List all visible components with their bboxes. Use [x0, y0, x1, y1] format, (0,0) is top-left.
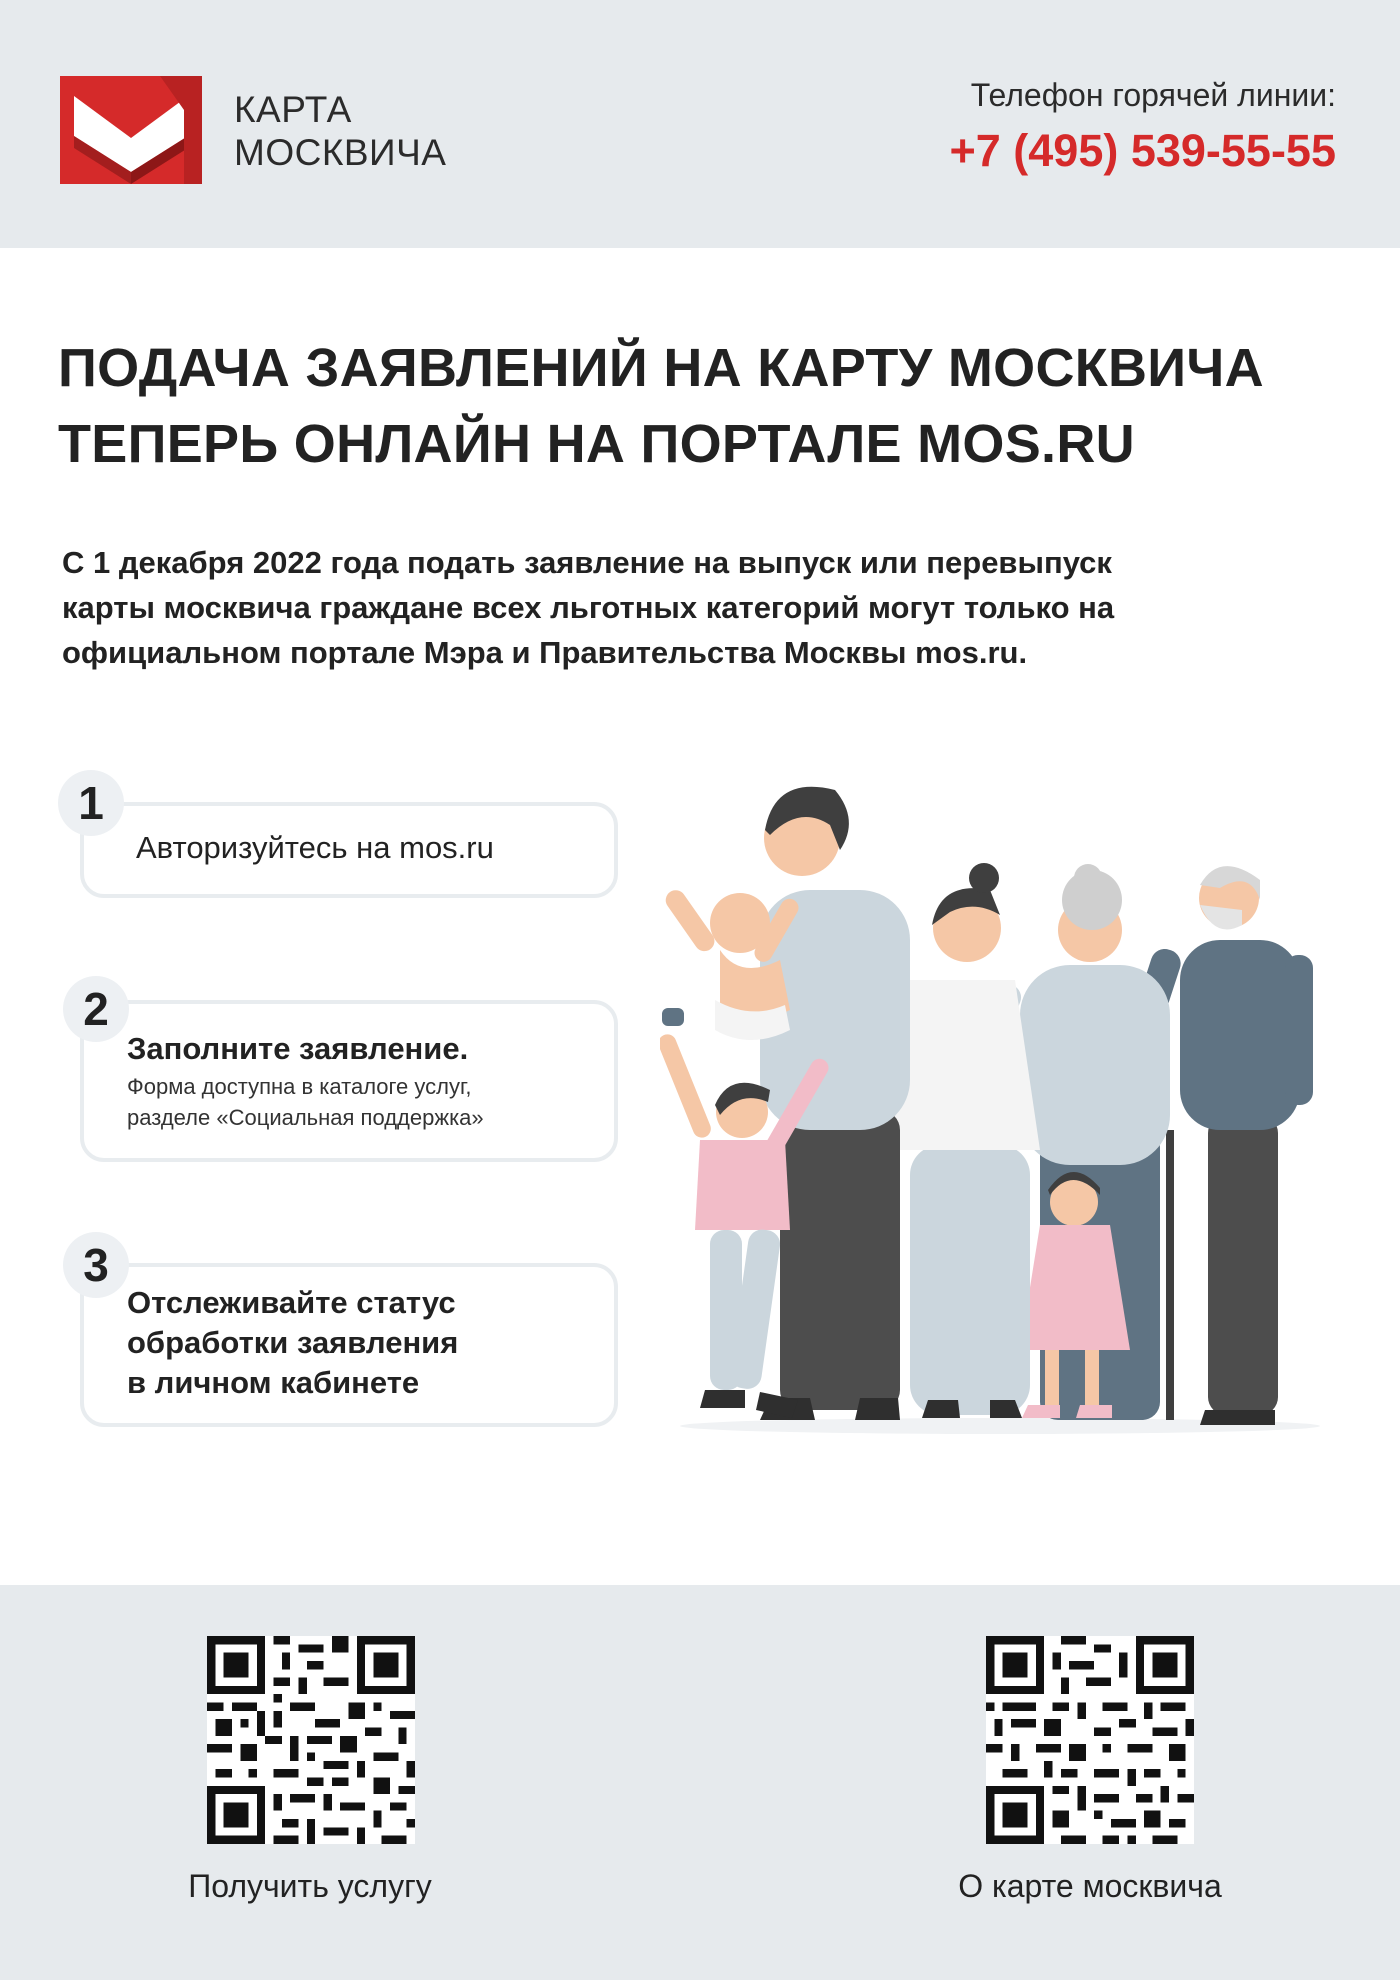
hotline-phone-link[interactable]: +7 (495) 539-55-55 — [949, 125, 1336, 176]
qr-caption-about-card[interactable]: О карте москвича — [958, 1868, 1222, 1904]
family-group-illustration — [660, 750, 1340, 1440]
qr-code-icon[interactable] — [207, 1636, 415, 1844]
header — [0, 0, 1400, 248]
step-subtitle: Форма доступна в каталоге услуг, — [127, 1074, 472, 1099]
logo-line-1: КАРТА — [234, 89, 352, 130]
step-number-badge: 1 — [58, 770, 124, 836]
qr-caption-get-service[interactable]: Получить услугу — [188, 1868, 432, 1904]
qr-code-icon[interactable] — [986, 1636, 1194, 1844]
step-title: Авторизуйтесь на mos.ru — [136, 830, 494, 865]
intro-paragraph — [62, 540, 1342, 675]
step-number-badge: 3 — [63, 1232, 129, 1298]
title-line-1: ПОДАЧА ЗАЯВЛЕНИЙ НА КАРТУ МОСКВИЧА — [58, 338, 1264, 398]
title-line-2: ТЕПЕРЬ ОНЛАЙН НА ПОРТАЛЕ MOS.RU — [58, 414, 1135, 474]
logo-wordmark — [234, 88, 447, 174]
step-title: в личном кабинете — [127, 1365, 420, 1400]
step-title: Заполните заявление. — [127, 1031, 469, 1066]
hotline-label: Телефон горячей линии: — [970, 77, 1336, 113]
step-number-badge: 2 — [63, 976, 129, 1042]
step-title: Отслеживайте статус — [127, 1285, 456, 1320]
step-subtitle: разделе «Социальная поддержка» — [127, 1105, 484, 1130]
intro-line-3: официальном портале Мэра и Правительства Москвы mos.ru. — [62, 635, 1028, 670]
logo-icon — [60, 76, 202, 184]
father-figure — [760, 787, 910, 1420]
page-title — [58, 330, 1264, 482]
logo-line-2: МОСКВИЧА — [234, 132, 447, 173]
step-title: обработки заявления — [127, 1325, 459, 1360]
intro-line-1: С 1 декабря 2022 года подать заявление на выпуск или перевыпуск — [62, 545, 1112, 580]
intro-line-2: карты москвича граждане всех льготных категорий могут только на — [62, 590, 1115, 625]
